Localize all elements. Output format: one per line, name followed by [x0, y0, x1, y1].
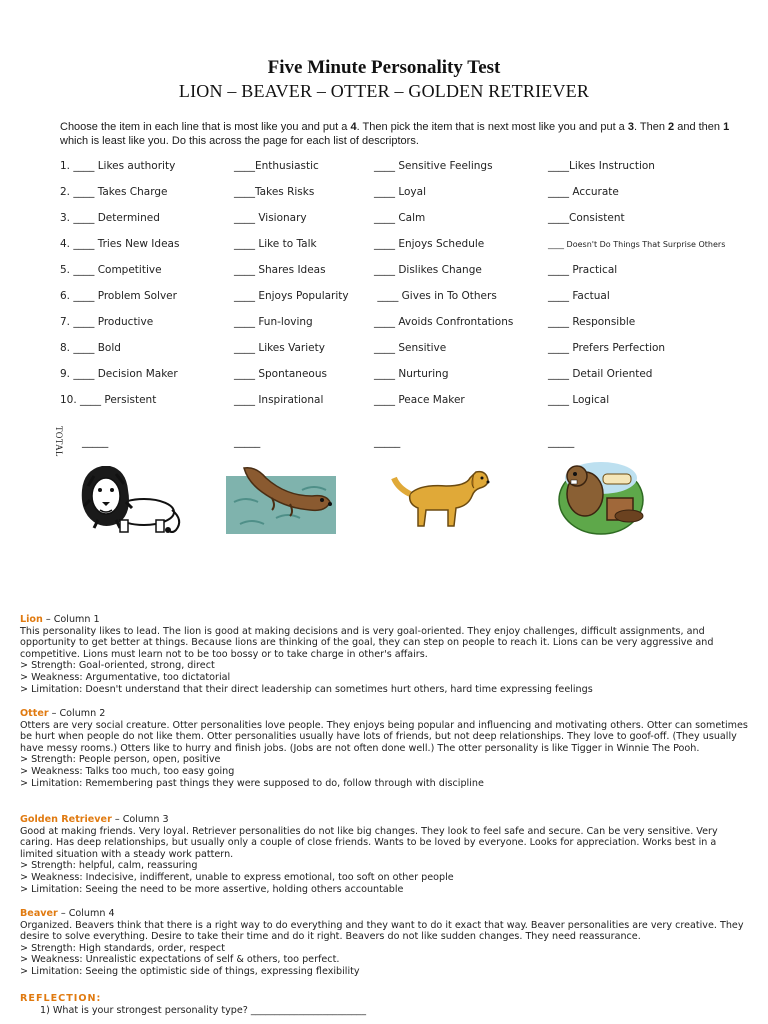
- section-strength: > Strength: High standards, order, respect: [20, 942, 225, 954]
- section-heading: [20, 908, 748, 920]
- descriptor-item[interactable]: ____ Detail Oriented: [548, 368, 653, 380]
- total-blank[interactable]: _____: [548, 436, 575, 448]
- page-subtitle: LION – BEAVER – OTTER – GOLDEN RETRIEVER: [178, 81, 590, 101]
- instructions-number: 3: [627, 121, 634, 133]
- section-description: Good at making friends. Very loyal. Retriever personalities do not like big changes. They look to feel safe and secure. Can be very sensitive. Very caring. Has deep relationships, but usually only a couple of close friends. Wants to be loved by everyone. Looks for appreciation. Works best in a limited situation with a steady work pattern.: [20, 825, 718, 860]
- reflection-title: REFLECTION:: [20, 993, 102, 1004]
- reflection-section: [20, 993, 748, 1016]
- descriptor-item[interactable]: ____ Like to Talk: [234, 238, 317, 250]
- section-description: Organized. Beavers think that there is a right way to do everything and they want to do it exact that way. Beaver personalities are very creative. They desire to solve everything. Desire to take their time and do it right. Beavers do not like sudden changes. They need reassurance.: [20, 919, 744, 943]
- descriptor-item[interactable]: ____ Factual: [548, 290, 610, 302]
- total-blank[interactable]: _____: [234, 436, 261, 448]
- descriptor-item[interactable]: 5. ____ Competitive: [60, 264, 162, 276]
- section-name: Lion: [20, 614, 43, 625]
- section-name: Golden Retriever: [20, 814, 112, 825]
- descriptor-item[interactable]: 3. ____ Determined: [60, 212, 160, 224]
- descriptor-item[interactable]: ____Consistent: [548, 212, 625, 224]
- descriptor-item[interactable]: ____ Avoids Confrontations: [374, 316, 514, 328]
- section-strength: > Strength: helpful, calm, reassuring: [20, 860, 198, 872]
- instructions-number: 1: [723, 121, 730, 133]
- descriptor-item[interactable]: ____ Practical: [548, 264, 618, 276]
- descriptor-item[interactable]: ____ Nurturing: [374, 368, 449, 380]
- descriptor-item[interactable]: ____ Logical: [548, 394, 610, 406]
- reflection-question[interactable]: 1) What is your strongest personality type? ________________________: [40, 1004, 367, 1016]
- descriptor-item[interactable]: 4. ____ Tries New Ideas: [60, 238, 180, 250]
- instructions-text: and then: [674, 121, 724, 133]
- descriptor-item[interactable]: ____ Prefers Perfection: [548, 342, 666, 354]
- descriptor-item[interactable]: ____ Sensitive Feelings: [374, 160, 493, 172]
- beaver-image: [555, 458, 645, 536]
- descriptor-item[interactable]: 7. ____ Productive: [60, 316, 154, 328]
- lion-image: [76, 460, 186, 536]
- golden-retriever-section: [20, 814, 748, 895]
- section-name: Otter: [20, 708, 49, 719]
- descriptor-item[interactable]: ____ Dislikes Change: [374, 264, 482, 276]
- section-heading: [20, 708, 748, 720]
- section-weakness: > Weakness: Talks too much, too easy going: [20, 765, 235, 777]
- descriptor-item[interactable]: ____ Visionary: [234, 212, 307, 224]
- section-column: – Column 4: [57, 908, 115, 919]
- section-name: Beaver: [20, 908, 58, 919]
- descriptor-item[interactable]: ____ Likes Variety: [234, 342, 325, 354]
- descriptor-item[interactable]: ____ Inspirational: [234, 394, 324, 406]
- page-title: Five Minute Personality Test: [267, 57, 501, 78]
- section-limitation: > Limitation: Seeing the optimistic side of things, expressing flexibility: [20, 965, 360, 977]
- instructions-text: . Then pick the item that is next most like you and put a: [356, 121, 628, 133]
- section-heading: [20, 814, 748, 826]
- lion-section: [20, 614, 748, 695]
- total-blank[interactable]: _____: [82, 436, 109, 448]
- total-blank[interactable]: _____: [374, 436, 401, 448]
- section-heading: [20, 614, 748, 626]
- descriptor-item[interactable]: ____Enthusiastic: [234, 160, 319, 172]
- section-weakness: > Weakness: Indecisive, indifferent, unable to express emotional, too soft on other people: [20, 871, 454, 883]
- descriptor-item[interactable]: ____ Shares Ideas: [234, 264, 326, 276]
- golden-retriever-image: [390, 460, 490, 532]
- descriptor-item[interactable]: ____ Fun-loving: [234, 316, 313, 328]
- section-limitation: > Limitation: Doesn't understand that their direct leadership can sometimes hurt others, hard time expressing feelings: [20, 683, 593, 695]
- descriptor-item[interactable]: ____ Sensitive: [374, 342, 447, 354]
- descriptor-item[interactable]: 1. ____ Likes authority: [60, 160, 176, 172]
- descriptor-item[interactable]: ____ Calm: [374, 212, 426, 224]
- section-column: – Column 2: [48, 708, 106, 719]
- beaver-section: [20, 908, 748, 978]
- descriptor-item[interactable]: ____ Enjoys Popularity: [234, 290, 349, 302]
- otter-section: [20, 708, 748, 789]
- section-column: – Column 3: [111, 814, 169, 825]
- instructions-number: 4: [350, 121, 357, 133]
- descriptor-item[interactable]: ____ Enjoys Schedule: [374, 238, 485, 250]
- section-column: – Column 1: [42, 614, 100, 625]
- descriptor-item[interactable]: ____ Accurate: [548, 186, 619, 198]
- otter-image: [226, 462, 336, 534]
- descriptor-item[interactable]: 8. ____ Bold: [60, 342, 121, 354]
- instructions-text: Choose the item in each line that is most like you and put a: [60, 121, 351, 133]
- instructions-number: 2: [668, 121, 675, 133]
- section-weakness: > Weakness: Argumentative, too dictatorial: [20, 671, 231, 683]
- descriptor-item[interactable]: ____ Spontaneous: [234, 368, 327, 380]
- section-limitation: > Limitation: Remembering past things they were supposed to do, follow through with discipline: [20, 777, 484, 789]
- section-weakness: > Weakness: Unrealistic expectations of self & others, too perfect.: [20, 954, 340, 966]
- section-limitation: > Limitation: Seeing the need to be more assertive, holding others accountable: [20, 883, 404, 895]
- descriptor-item[interactable]: 2. ____ Takes Charge: [60, 186, 168, 198]
- descriptor-item[interactable]: 10. ____ Persistent: [60, 394, 157, 406]
- instructions-text: . Then: [633, 121, 669, 133]
- descriptor-item[interactable]: ____ Responsible: [548, 316, 636, 328]
- section-description: This personality likes to lead. The lion is good at making decisions and is very goal-oriented. They enjoy challenges, difficult assignments, and opportunity to get better at things. Because lions are thinking of the goal, they can step on people to reach it. Lions can be very aggressive and competitive. Lions must learn not to be too bossy or to take charge in other's affairs.: [20, 625, 714, 660]
- descriptor-item[interactable]: ____ Gives in To Others: [374, 290, 497, 302]
- total-label: TOTAL: [54, 426, 64, 458]
- descriptor-item[interactable]: 9. ____ Decision Maker: [60, 368, 178, 380]
- descriptor-item[interactable]: ____ Loyal: [374, 186, 426, 198]
- descriptor-item[interactable]: ____ Peace Maker: [374, 394, 465, 406]
- section-strength: > Strength: Goal-oriented, strong, direct: [20, 660, 215, 672]
- descriptor-item[interactable]: ____Takes Risks: [234, 186, 315, 198]
- descriptor-item[interactable]: 6. ____ Problem Solver: [60, 290, 177, 302]
- descriptor-grid: [0, 0, 768, 470]
- descriptor-item[interactable]: ____Likes Instruction: [548, 160, 655, 172]
- descriptor-item[interactable]: ____ Doesn't Do Things That Surprise Others: [548, 240, 726, 249]
- section-strength: > Strength: People person, open, positive: [20, 754, 221, 766]
- section-description: Otters are very social creature. Otter personalities love people. They enjoys being popular and influencing and motivating others. Otter can sometimes be hurt when people do not like them. Otter personalities usually have lots of friends, but not deep relationships. They love to goof-off. (They usually have messy rooms.) Otters like to hurry and finish jobs. (Jobs are not often done well.) The otter personality is like Tigger in Winnie The Pooh.: [20, 719, 748, 754]
- instructions-text: which is least like you. Do this across the page for each list of descriptors.: [60, 135, 419, 147]
